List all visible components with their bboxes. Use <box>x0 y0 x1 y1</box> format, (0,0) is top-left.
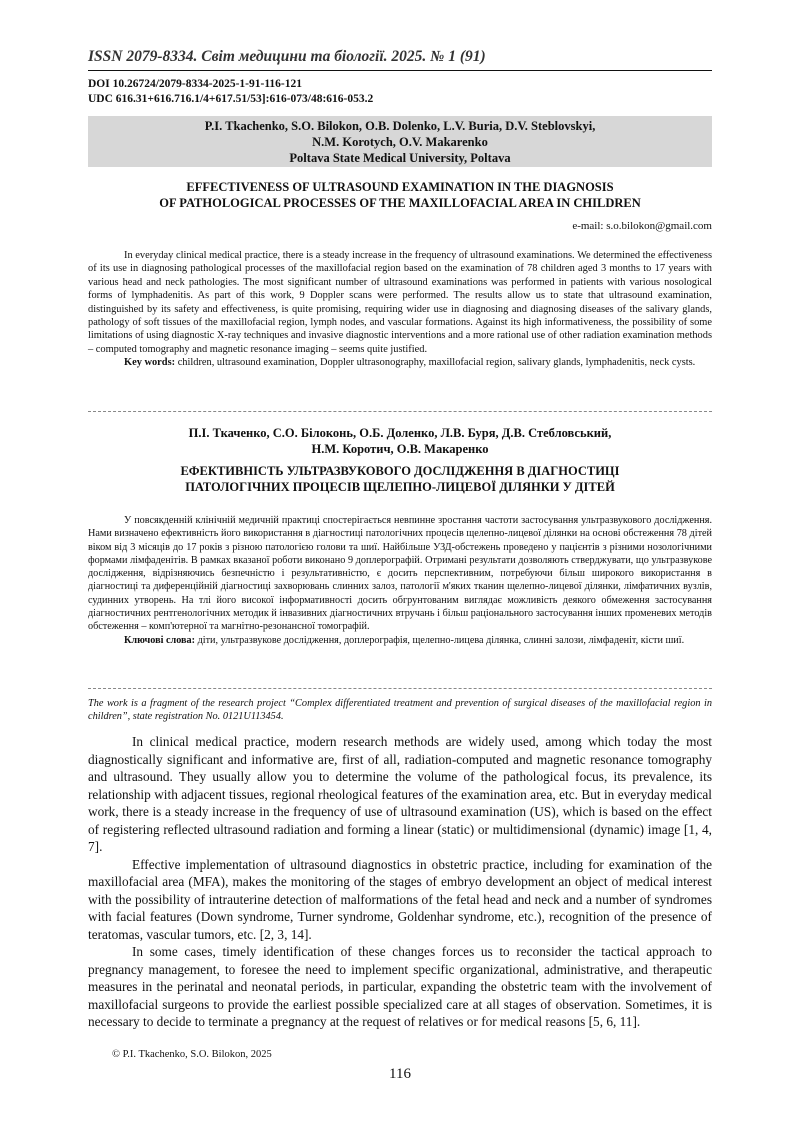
udc: UDC 616.31+616.716.1/4+617.51/53]:616-073/48:616-053.2 <box>88 93 374 105</box>
authors-affiliation-box <box>88 116 712 167</box>
abstract-en <box>88 249 712 370</box>
authors-uk-line1: П.І. Ткаченко, С.О. Білоконь, О.Б. Доленко, Л.В. Буря, Д.В. Стебловський, <box>188 426 612 440</box>
article-title-uk <box>88 463 712 495</box>
authors-en-line2: N.M. Korotych, O.V. Makarenko <box>312 135 488 149</box>
affiliation: Poltava State Medical University, Poltava <box>289 151 511 165</box>
article-title-en <box>88 179 712 211</box>
doi: DOI 10.26724/2079-8334-2025-1-91-116-121 <box>88 78 303 90</box>
body-paragraph: Effective implementation of ultrasound diagnostics in obstetric practice, including for examination of the maxillofacial area (MFA), makes the monitoring of the stages of embryo development an object of medical interest with the possibility of intrauterine detection of malformations of the fetal head and neck and a number of syndromes with facial features (Down syndrome, Turner syndrome, Goldenhar syndrome, etc.), recognition of the presence of teratomas, vascular tumors, etc. [2, 3, 14]. <box>88 856 712 942</box>
abstract-divider <box>88 411 712 412</box>
keywords-uk-label: Ключові слова: <box>124 634 196 646</box>
keywords-en-list: children, ultrasound examination, Doppler ultrasonography, maxillofacial region, salivary glands, lymphadenitis, neck cysts. <box>175 357 696 369</box>
article-body <box>88 733 712 1031</box>
title-en-line1: EFFECTIVENESS OF ULTRASOUND EXAMINATION IN THE DIAGNOSIS <box>186 180 614 194</box>
title-en-line2: OF PATHOLOGICAL PROCESSES OF THE MAXILLOFACIAL AREA IN CHILDREN <box>159 196 641 210</box>
keywords-uk <box>88 634 712 647</box>
header-rule <box>88 70 712 71</box>
abstract-uk <box>88 514 712 647</box>
title-uk-line1: ЕФЕКТИВНІСТЬ УЛЬТРАЗВУКОВОГО ДОСЛІДЖЕННЯ В ДІАГНОСТИЦІ <box>180 464 620 478</box>
page-number: 116 <box>389 1066 411 1082</box>
keywords-en <box>88 356 712 369</box>
keywords-uk-list: діти, ультразвукове дослідження, доплерографія, щелепно-лицева ділянка, слинні залози, лімфаденіт, кісти шиї. <box>195 634 685 646</box>
title-uk-line2: ПАТОЛОГІЧНИХ ПРОЦЕСІВ ЩЕЛЕПНО-ЛИЦЕВОЇ ДІЛЯНКИ У ДІТЕЙ <box>185 480 615 494</box>
funding-note: The work is a fragment of the research project “Complex differentiated treatment and prevention of surgical diseases of the maxillofacial region in children”, state registration No. 0121U113454. <box>88 698 712 722</box>
abstract-divider <box>88 688 712 689</box>
keywords-en-label: Key words: <box>124 357 176 369</box>
copyright: © P.I. Tkachenko, S.O. Bilokon, 2025 <box>112 1049 272 1060</box>
contact-email: e-mail: s.o.bilokon@gmail.com <box>572 220 712 232</box>
authors-uk <box>88 425 712 457</box>
abstract-en-text: In everyday clinical medical practice, there is a steady increase in the frequency of ultrasound examinations. We determined the effectiveness of its use in diagnosing pathological processes of the maxillofacial region based on the examination of 78 children aged 3 months to 17 years with various head and neck pathologies. The most significant number of ultrasound examinations was performed in patients with various nosological forms of lymphadenitis. As part of this work, 9 Doppler scans were performed. The results allow us to state that ultrasound examination, distinguished by its safety and effectiveness, is quite promising, requiring wider use in diagnosing and diagnosing diseases of the salivary glands, pathology of soft tissues of the maxillofacial region, lymph nodes, and vascular formations. Against its high informativeness, the possibility of some limitations of using diagnostic X-ray techniques and invasive diagnostic interventions and a more rational use of other radiation examination methods – computed tomography and magnetic resonance imaging – seems quite justified. <box>88 250 712 355</box>
body-paragraph: In clinical medical practice, modern research methods are widely used, among which today the most diagnostically significant and informative are, first of all, radiation-computed and magnetic resonance tomography and ultrasound. They usually allow you to determine the volume of the pathological focus, its prevalence, its relationship with adjacent tissues, regional rheological features of the examination area, etc. But in everyday medical work, there is a steady increase in the frequency of use of ultrasound examination (US), which is based on the effect of registering reflected ultrasound radiation and forming a linear (static) or multidimensional (dynamic) image [1, 4, 7]. <box>88 734 712 854</box>
abstract-uk-text: У повсякденній клінічній медичній практиці спостерігається невпинне зростання частоти застосування ультразвукового дослідження. Нами визначено ефективність його використання в діагностиці патологічних процесів щелепно-лицевої ділянки на основі обстеження 78 дітей віком від 3 місяців до 17 років з різною патологією голови та шиї. Найбільше УЗД-обстежень проведено у пацієнтів з різними нозологічними формами лімфаденітів. В рамках вказаної роботи виконано 9 доплерографій. Отримані результати дозволяють стверджувати, що ультразвукове дослідження, відрізняючись безпечністю і результативністю, є досить перспективним, потребуючи більш широкого використання в діагностиці та диференційній діагностиці захворювань слинних залоз, патології м'яких тканин щелепно-лицевої ділянки, лімфатичних вузлів, судинних утворень. На тлі його високої інформативності досить обгрунтованим виглядає можливість деякого обмеження застосування діагностичних рентгенологічних методик й інвазивних діагностичних втручань і більш раціонального застосування інших променевих методів обстеження – комп'ютерної та магнітно-резонансної томографій. <box>88 515 712 633</box>
authors-uk-line2: Н.М. Коротич, О.В. Макаренко <box>311 442 489 456</box>
journal-header: ISSN 2079-8334. Світ медицини та біології. 2025. № 1 (91) <box>88 48 486 65</box>
body-paragraph: In some cases, timely identification of these changes forces us to reconsider the tactical approach to pregnancy management, to foresee the need to implement specific organizational, administrative, and therapeutic measures in the perinatal and neonatal periods, in particular, expanding the obstetric team with the involvement of maxillofacial surgeons to provide the earliest possible specialized care at all stages of observation. Sometimes, it is necessary to decide to terminate a pregnancy at the request of relatives or for medical reasons [5, 6, 11]. <box>88 944 712 1029</box>
authors-en-line1: P.I. Tkachenko, S.O. Bilokon, O.B. Dolenko, L.V. Buria, D.V. Steblovskyi, <box>204 119 596 133</box>
